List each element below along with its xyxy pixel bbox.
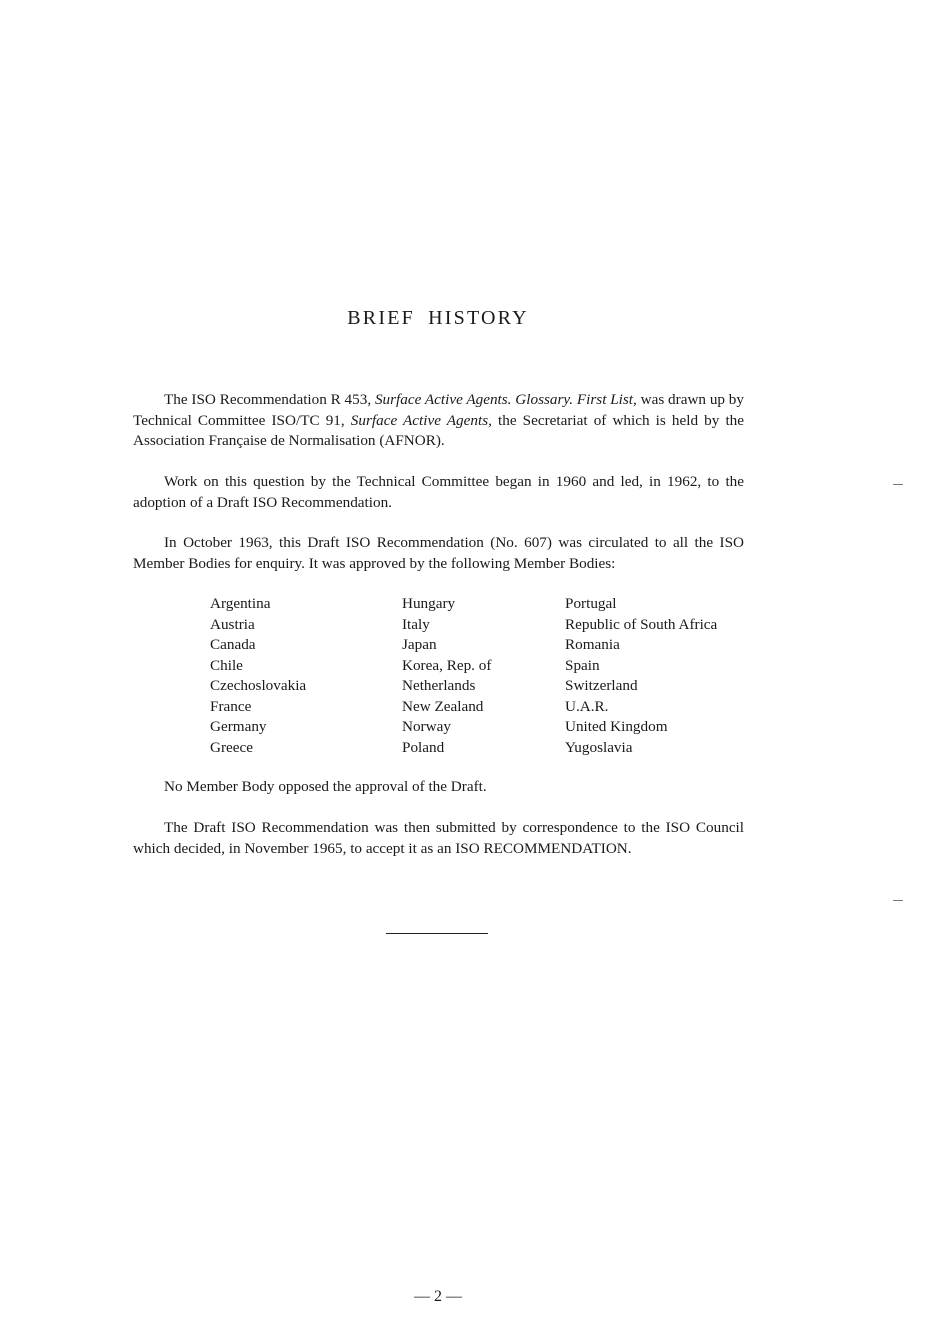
margin-mark (893, 900, 903, 901)
member-body: New Zealand (402, 697, 484, 715)
recommendation-title: Surface Active Agents. Glossary. First List, (374, 391, 637, 408)
member-body: Switzerland (565, 677, 638, 694)
member-body: U.A.R. (565, 697, 609, 715)
member-body: Argentina (210, 595, 271, 612)
member-bodies-list (210, 594, 770, 759)
member-body: Japan (402, 636, 437, 653)
member-body: Canada (210, 636, 256, 653)
member-body: Portugal (565, 595, 617, 612)
member-body: Italy (402, 615, 430, 633)
committee-title: Surface Active Agents, (350, 411, 492, 429)
margin-mark (893, 484, 903, 485)
member-body: Spain (565, 656, 600, 674)
member-body: Germany (210, 718, 267, 735)
member-body: Poland (402, 738, 445, 756)
member-body: Korea, Rep. of (402, 656, 492, 674)
section-divider (386, 933, 488, 934)
paragraph-origin-text-3: the Secretariat of which is held by the Association Française de Normalisation (AFNOR). (133, 411, 744, 449)
paragraph-origin-text-2: was drawn up by Technical Committee ISO/TC 91, (133, 391, 744, 429)
member-body: Yugoslavia (565, 738, 633, 756)
member-bodies-column-1 (210, 594, 306, 758)
member-body: United Kingdom (565, 718, 668, 735)
paragraph-acceptance: The Draft ISO Recommendation was then submitted by correspondence to the ISO Council which decided, in November 1965, to accept it as an ISO RECOMMENDATION. (133, 819, 744, 857)
member-body: France (210, 697, 252, 715)
member-bodies-column-3 (565, 594, 717, 758)
paragraph-origin (133, 390, 744, 452)
page-title: BRIEF HISTORY (347, 307, 529, 329)
member-body: Norway (402, 718, 451, 735)
member-bodies-column-2 (402, 594, 491, 758)
paragraph-no-opposition: No Member Body opposed the approval of the Draft. (164, 778, 487, 795)
member-body: Czechoslovakia (210, 677, 307, 694)
paragraph-circulation: In October 1963, this Draft ISO Recommendation (No. 607) was circulated to all the ISO Member Bodies for enquiry. It was approved by the following Member Bodies: (133, 534, 744, 572)
member-body: Austria (210, 615, 255, 633)
member-body: Chile (210, 656, 243, 674)
member-body: Hungary (402, 595, 456, 612)
member-body: Romania (565, 636, 620, 653)
paragraph-origin-text-1: The ISO Recommendation R 453, (164, 391, 375, 408)
paragraph-work: Work on this question by the Technical Committee began in 1960 and led, in 1962, to the adoption of a Draft ISO Recommendation. (133, 473, 744, 511)
member-body: Netherlands (402, 677, 476, 694)
member-body: Republic of South Africa (565, 615, 718, 633)
member-body: Greece (210, 738, 253, 756)
page-number: — 2 — (414, 1288, 462, 1305)
